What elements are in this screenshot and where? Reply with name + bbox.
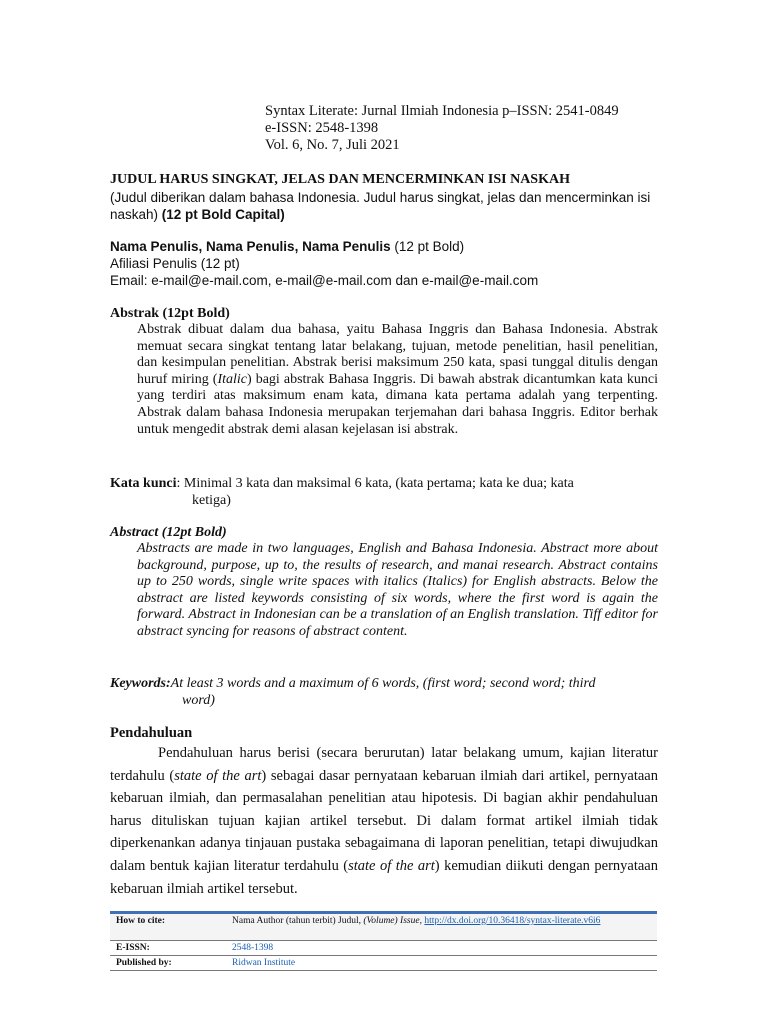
publisher-label: Published by: — [110, 956, 226, 971]
cite-italic: (Volume) Issue, — [363, 916, 422, 926]
kata-kunci — [110, 475, 658, 509]
cite-text: Nama Author (tahun terbit) Judul, — [232, 916, 364, 926]
cite-value — [226, 914, 657, 941]
journal-volume: Vol. 6, No. 7, Juli 2021 — [265, 137, 400, 153]
kata-kunci-label: Kata kunci — [110, 476, 177, 491]
journal-name-issn: Syntax Literate: Jurnal Ilmiah Indonesia p–ISSN: 2541-0849 — [265, 103, 619, 119]
article-title: JUDUL HARUS SINGKAT, JELAS DAN MENCERMINKAN ISI NASKAH — [110, 172, 570, 187]
title-note-text: (Judul diberikan dalam bahasa Indonesia. Judul harus singkat, jelas dan mencerminkan isi naskah) — [110, 190, 651, 222]
title-note-bold: (12 pt Bold Capital) — [161, 207, 285, 222]
eissn-value: 2548-1398 — [226, 941, 657, 956]
pendahuluan-text-2: ) sebagai dasar pernyataan kebaruan ilmiah dari artikel, pernyataan kebaruan ilmiah, dan permasalahan penelitian atau hipotesis. Di bagian akhir pendahuluan harus dituliskan tujuan kajian artikel tersebut. Di dalam format artikel ilmiah tidak diperkenankan adanya tinjauan pustaka sebagaimana di laporan penelitian, tetapi diwujudkan dalam bentuk kajian literatur terdahulu ( — [110, 767, 658, 874]
author-names: Nama Penulis, Nama Penulis, Nama Penulis — [110, 239, 391, 254]
abstrak-italic: Italic — [217, 371, 247, 387]
footer-table — [110, 914, 657, 971]
abstrak-heading: Abstrak (12pt Bold) — [110, 306, 230, 321]
pendahuluan-text-3: ) kemudian diikuti dengan pernyataan kebaruan ilmiah artikel tersebut. — [110, 857, 658, 897]
author-email: Email: e-mail@e-mail.com, e-mail@e-mail.com dan e-mail@e-mail.com — [110, 273, 539, 288]
pendahuluan-body — [110, 742, 658, 900]
keywords-line1: At least 3 words and a maximum of 6 words, (first word; second word; third — [170, 676, 596, 691]
kata-kunci-line2: ketiga) — [192, 493, 231, 508]
pendahuluan-italic-2: state of the art — [348, 857, 435, 874]
author-names-note: (12 pt Bold) — [394, 239, 465, 254]
author-affiliation: Afiliasi Penulis (12 pt) — [110, 256, 240, 271]
abstract-en-heading: Abstract (12pt Bold) — [110, 525, 227, 540]
author-block — [110, 238, 658, 289]
footer-row-eissn — [110, 941, 657, 956]
eissn-label: E-ISSN: — [110, 941, 226, 956]
pendahuluan-text-1: Pendahuluan harus berisi (secara berurutan) latar belakang umum, kajian literatur terdahulu ( — [110, 745, 658, 784]
journal-header — [265, 103, 619, 154]
keywords-line2: word) — [182, 693, 215, 708]
abstract-en-body: Abstracts are made in two languages, English and Bahasa Indonesia. Abstract more about background, purpose, up to, the results of research, and manai research. Abstract contains up to 250 words, single write spaces with italics (Italics) for English abstracts. Below the abstract are listed keywords consisting of six words, where the first word is again the forward. Abstract in Indonesian can be a translation of an English translation. Tiff editor for abstract syncing for reasons of abstract content. — [137, 541, 658, 639]
footer-row-cite — [110, 914, 657, 941]
footer-row-publisher — [110, 956, 657, 971]
cite-label: How to cite: — [110, 914, 226, 941]
keywords-en — [110, 675, 658, 709]
abstrak-text-2: ) bagi abstrak Bahasa Inggris. Di bawah abstrak dicantumkan kata kunci yang terdiri atas maksimum enam kata, dimana kata pertama adalah yang terpenting. Abstrak dalam bahasa Indonesia merupakan terjemahan dari bahasa Inggris. Editor berhak untuk mengedit abstrak demi alasan kejelasan isi abstrak. — [137, 371, 658, 437]
abstrak-body — [137, 322, 658, 438]
journal-eissn: e-ISSN: 2548-1398 — [265, 120, 379, 136]
abstrak-text-1: Abstrak dibuat dalam dua bahasa, yaitu Bahasa Inggris dan Bahasa Indonesia. Abstrak memuat secara singkat tentang latar belakang, tujuan, metode penelitian, hasil penelitian, dan kesimpulan penelitian. Abstrak berisi maksimum 250 kata, spasi tunggal ditulis dengan huruf miring ( — [137, 322, 658, 387]
pendahuluan-heading: Pendahuluan — [110, 725, 193, 741]
title-note — [110, 189, 658, 223]
pendahuluan-italic-1: state of the art — [174, 767, 262, 784]
keywords-label: Keywords: — [110, 676, 171, 691]
citation-footer — [110, 911, 657, 971]
publisher-value: Ridwan Institute — [226, 956, 657, 971]
cite-doi-link[interactable]: http://dx.doi.org/10.36418/syntax-literate.v6i6 — [424, 916, 601, 926]
kata-kunci-line1: : Minimal 3 kata dan maksimal 6 kata, (kata pertama; kata ke dua; kata — [176, 476, 574, 491]
